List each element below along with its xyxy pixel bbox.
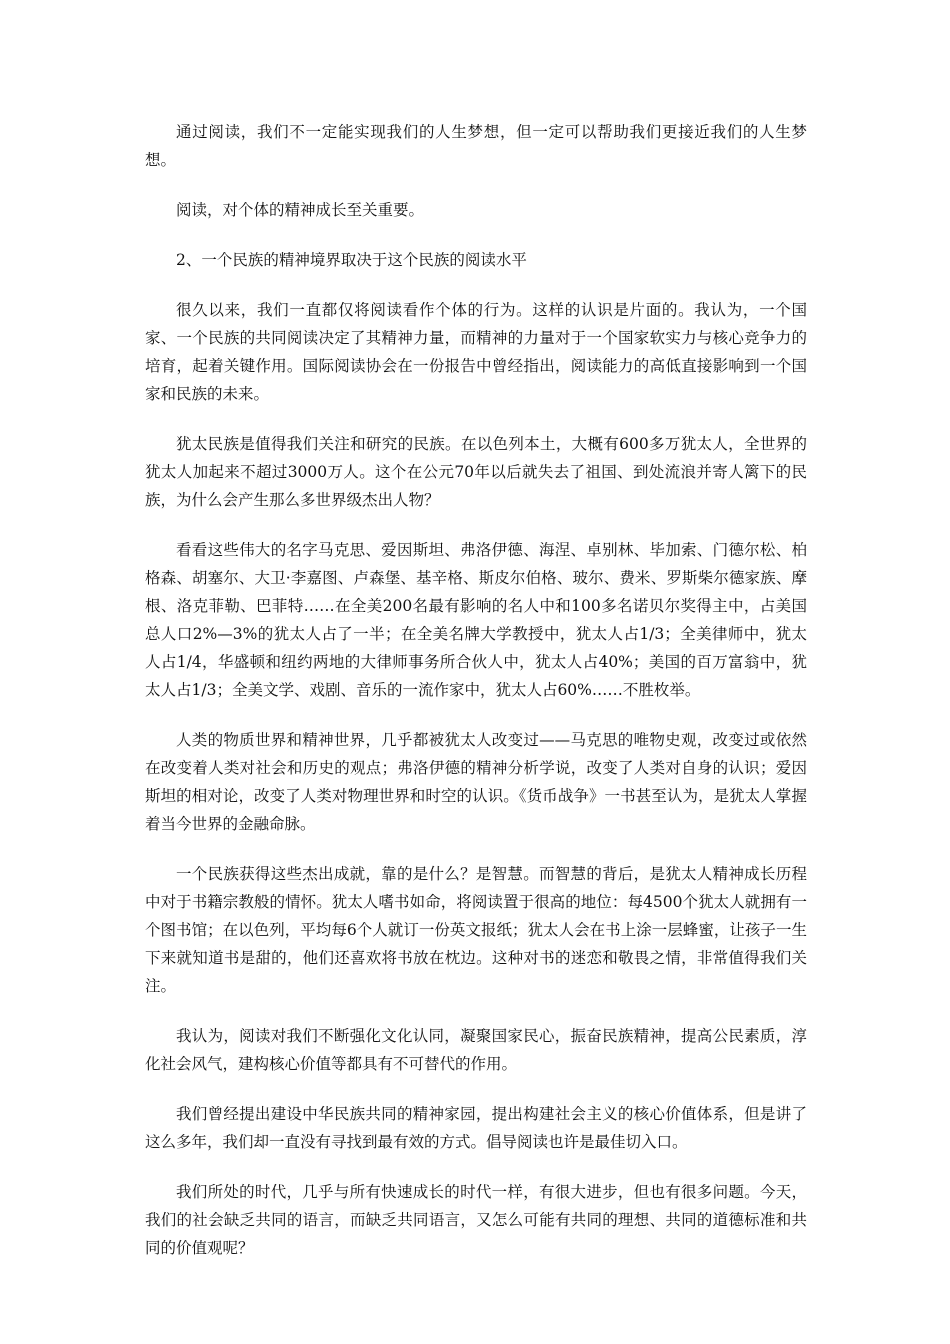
document-page	[145, 118, 807, 1284]
paragraph-national-reading: 很久以来，我们一直都仅将阅读看作个体的行为。这样的认识是片面的。我认为，一个国家、一个民族的共同阅读决定了其精神力量，而精神的力量对于一个国家软实力与核心竞争力的培育，起着关键作用。国际阅读协会在一份报告中曾经指出，阅读能力的高低直接影响到一个国家和民族的未来。	[145, 301, 807, 403]
paragraph-famous-names: 看看这些伟大的名字马克思、爱因斯坦、弗洛伊德、海涅、卓别林、毕加索、门德尔松、柏格森、胡塞尔、大卫·李嘉图、卢森堡、基辛格、斯皮尔伯格、玻尔、费米、罗斯柴尔德家族、摩根、洛克菲勒、巴菲特……在全美200名最有影响的名人中和100多名诺贝尔奖得主中，占美国总人口2%—3%的犹太人占了一半；在全美名牌大学教授中，犹太人占1/3；全美律师中，犹太人占1/4，华盛顿和纽约两地的大律师事务所合伙人中，犹太人占40%；美国的百万富翁中，犹太人占1/3；全美文学、戏剧、音乐的一流作家中，犹太人占60%……不胜枚举。	[145, 541, 807, 699]
paragraph-wisdom-books: 一个民族获得这些杰出成就，靠的是什么？是智慧。而智慧的背后，是犹太人精神成长历程中对于书籍宗教般的情怀。犹太人嗜书如命，将阅读置于很高的地位：每4500个犹太人就拥有一个图书馆；在以色列，平均每6个人就订一份英文报纸；犹太人会在书上涂一层蜂蜜，让孩子一生下来就知道书是甜的，他们还喜欢将书放在枕边。这种对书的迷恋和敬畏之情，非常值得我们关注。	[145, 865, 807, 995]
paragraph-jewish-nation: 犹太民族是值得我们关注和研究的民族。在以色列本土，大概有600多万犹太人，全世界的犹太人加起来不超过3000万人。这个在公元70年以后就失去了祖国、到处流浪并寄人篱下的民族，为什么会产生那么多世界级杰出人物？	[145, 435, 807, 509]
paragraph-reading-role: 我认为，阅读对我们不断强化文化认同，凝聚国家民心，振奋民族精神，提高公民素质，淳化社会风气，建构核心价值等都具有不可替代的作用。	[145, 1027, 807, 1073]
paragraph-world-change: 人类的物质世界和精神世界，几乎都被犹太人改变过——马克思的唯物史观，改变过或依然在改变着人类对社会和历史的观点；弗洛伊德的精神分析学说，改变了人类对自身的认识；爱因斯坦的相对论，改变了人类对物理世界和时空的认识。《货币战争》一书甚至认为，是犹太人掌握着当今世界的金融命脉。	[145, 731, 807, 833]
paragraph-spiritual-home: 我们曾经提出建设中华民族共同的精神家园，提出构建社会主义的核心价值体系，但是讲了这么多年，我们却一直没有寻找到最有效的方式。倡导阅读也许是最佳切入口。	[145, 1105, 807, 1151]
paragraph-common-language: 我们所处的时代，几乎与所有快速成长的时代一样，有很大进步，但也有很多问题。今天，我们的社会缺乏共同的语言，而缺乏共同语言，又怎么可能有共同的理想、共同的道德标准和共同的价值观呢？	[145, 1183, 807, 1257]
paragraph-reading-individual: 阅读，对个体的精神成长至关重要。	[176, 201, 425, 219]
paragraph-reading-dream: 通过阅读，我们不一定能实现我们的人生梦想，但一定可以帮助我们更接近我们的人生梦想。	[145, 123, 807, 169]
section-heading: 2、一个民族的精神境界取决于这个民族的阅读水平	[176, 251, 527, 269]
